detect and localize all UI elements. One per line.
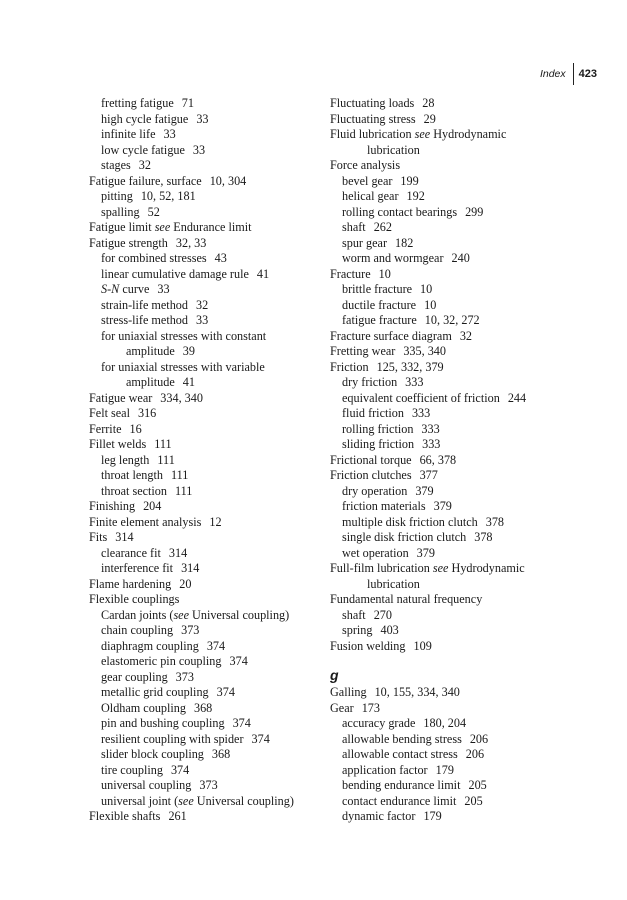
index-term: Fatigue wear [89,390,153,405]
index-term: strain-life method [101,297,188,312]
cross-reference-target: Hydrodynamic [433,127,507,141]
index-term: lubrication [367,576,420,591]
index-subentry [330,406,590,422]
page-references: 28 [422,96,435,110]
index-term: Fluctuating loads [330,96,415,110]
page-references: 20 [179,576,192,591]
page-references: 111 [154,437,172,451]
page-references: 314 [168,545,188,560]
page-references: 403 [380,623,399,637]
page-references: 373 [199,778,218,792]
cross-reference-target: Universal coupling) [196,793,294,808]
index-heading [89,577,329,593]
index-term: linear cumulative damage rule [101,266,249,281]
index-subentry [330,499,590,515]
index-subentry [330,778,590,794]
index-letter-heading: g [330,667,339,683]
page-references: 206 [465,747,485,761]
index-term: Cardan joints ( [101,607,174,622]
index-heading [330,685,590,701]
index-term: pitting [101,189,133,203]
index-heading [330,701,590,717]
index-subentry [89,205,329,221]
page-references: 314 [115,530,134,544]
index-subentry [89,189,329,205]
cross-reference-target: Hydrodynamic [451,561,525,575]
index-term: stress-life method [101,313,188,327]
index-heading [89,422,329,438]
page-references: 374 [251,731,270,746]
index-subentry [330,282,590,298]
page-references: 377 [419,468,438,482]
index-subentry [330,251,590,267]
index-subentry [330,732,590,748]
page-references: 32 [195,297,209,312]
index-term: for combined stresses [101,251,207,265]
index-subentry [89,267,329,283]
index-term: metallic grid coupling [101,685,209,699]
index-subentry [330,608,590,624]
index-subentry [89,608,329,624]
page-references: 33 [157,282,170,296]
index-heading [89,406,329,422]
index-term: fretting fatigue [101,96,174,110]
page-references: 10 [378,266,391,281]
index-term: multiple disk friction clutch [342,514,478,529]
index-term: elastomeric pin coupling [101,654,222,668]
index-subentry [89,375,329,391]
index-heading [89,236,329,252]
index-subentry [330,623,590,639]
index-term: amplitude [126,375,175,389]
page-references: 182 [395,235,414,250]
index-term: diaphragm coupling [101,638,199,653]
index-subentry [330,484,590,500]
index-term: leg length [101,452,150,467]
page-references: 244 [507,390,527,405]
index-column-left [89,96,329,825]
index-term: pin and bushing coupling [101,716,225,730]
page-references: 179 [435,762,454,777]
page-references: 333 [405,375,424,389]
page-references: 333 [411,406,431,420]
page-references: 379 [433,499,452,513]
index-heading [330,112,590,128]
index-subentry [89,623,329,639]
index-term: clearance fit [101,545,161,560]
index-term: single disk friction clutch [342,530,467,544]
index-term: tire coupling [101,762,163,777]
index-term: Fits [89,530,108,544]
index-term: universal coupling [101,778,192,792]
page-references: 205 [464,793,483,808]
index-heading [89,499,329,515]
cross-reference-target: Endurance limit [173,220,252,234]
page-references: 333 [422,437,441,451]
page-references: 10, 32, 272 [424,313,480,327]
index-subentry [330,530,590,546]
index-term: allowable contact stress [342,747,458,761]
index-subentry [89,546,329,562]
page-references: 199 [400,173,419,188]
page-references: 192 [406,189,425,203]
index-term: for uniaxial stresses with constant [101,328,267,343]
index-subentry [89,716,329,732]
index-term: chain coupling [101,623,174,637]
page-references: 374 [206,638,226,653]
index-heading [330,329,590,345]
index-term: Friction [330,359,369,374]
index-subentry [330,313,590,329]
page-references: 33 [192,142,206,157]
index-term: Fatigue limit [89,220,152,234]
index-term: rolling friction [342,421,414,436]
index-heading [330,127,590,143]
index-subentry [89,561,329,577]
cross-reference-target: Universal coupling) [192,607,290,622]
index-term: Force analysis [330,158,401,172]
index-subentry [89,313,329,329]
page-references: 111 [170,468,189,482]
index-term: Galling [330,685,367,699]
page-references: 261 [168,809,187,823]
index-term: universal joint ( [101,793,179,808]
page-references: 32, 33 [175,235,207,250]
index-term: Flexible shafts [89,809,161,823]
index-term: accuracy grade [342,716,416,730]
index-term: friction materials [342,499,426,513]
index-heading [330,453,590,469]
see-reference: see [173,607,189,622]
page-references: 41 [182,375,195,389]
page-references: 33 [196,313,209,327]
index-heading [330,639,590,655]
index-subentry [89,329,329,345]
index-term: Fillet welds [89,437,147,451]
index-term: Fluid lubrication [330,127,412,141]
index-term: brittle fracture [342,282,413,296]
page-references: 373 [175,669,194,684]
index-subentry [89,701,329,717]
index-heading [330,267,590,283]
index-term: throat section [101,483,167,498]
index-subentry [89,747,329,763]
page-references: 179 [423,809,442,823]
page-references: 10, 155, 334, 340 [374,685,460,699]
index-term: Flexible couplings [89,592,180,606]
index-subentry [330,515,590,531]
index-subentry [89,282,329,298]
index-subentry [330,298,590,314]
index-term: interference fit [101,561,174,575]
index-term: helical gear [342,189,399,203]
index-term: spring [342,623,373,637]
page-references: 12 [209,514,222,529]
page-references: 10, 52, 181 [140,189,196,203]
index-term: stages [101,158,131,172]
page-references: 316 [137,406,157,420]
index-heading [89,391,329,407]
page-references: 33 [196,111,209,126]
page-references: 333 [421,421,440,436]
index-term: Finite element analysis [89,514,202,529]
page-references: 374 [170,762,190,777]
page-references: 10 [424,297,437,312]
index-heading [330,561,590,577]
index-term: Fusion welding [330,638,406,653]
index-subentry [89,298,329,314]
page-references: 334, 340 [160,390,203,405]
index-term: wet operation [342,545,409,560]
index-subentry [330,375,590,391]
index-subentry [89,639,329,655]
index-subentry [330,747,590,763]
page-references: 240 [451,251,470,265]
index-term: infinite life [101,127,156,141]
page-references: 270 [373,607,392,622]
page-references: 111 [175,483,193,498]
index-term: fluid friction [342,406,404,420]
page-references: 299 [465,204,484,219]
see-reference: see [414,127,431,141]
index-term: Friction clutches [330,468,412,482]
page-references: 32 [138,158,151,172]
page-references: 66, 378 [419,452,457,467]
page-references: 41 [256,266,270,281]
index-term: Fatigue failure, surface [89,173,202,188]
index-subentry [89,453,329,469]
index-term: resilient coupling with spider [101,731,244,746]
index-subentry [330,794,590,810]
index-subentry [89,112,329,128]
index-subentry [89,468,329,484]
index-term: Oldham coupling [101,700,186,715]
index-subentry [89,484,329,500]
index-term: dry operation [342,483,408,498]
index-subentry [89,794,329,810]
page-references: 378 [474,530,493,544]
page-references: 109 [413,638,432,653]
index-subentry [89,763,329,779]
page-references: 29 [423,111,436,126]
page-references: 52 [147,204,160,219]
see-reference: see [178,793,194,808]
index-term: rolling contact bearings [342,204,458,219]
index-term: Ferrite [89,421,122,436]
index-term: ductile fracture [342,297,417,312]
index-heading [89,809,329,825]
index-heading [89,515,329,531]
page-references: 125, 332, 379 [376,359,444,374]
index-subentry [330,716,590,732]
page-references: 39 [182,344,195,358]
page-references: 180, 204 [423,716,467,730]
index-subentry [89,670,329,686]
index-term: slider block coupling [101,747,204,761]
index-term: dry friction [342,375,398,389]
index-term: sliding friction [342,437,415,451]
page-references: 111 [157,452,175,467]
header-divider [573,63,574,85]
page-references: 205 [468,778,487,792]
index-term: spur gear [342,235,388,250]
index-subentry [89,96,329,112]
index-subentry [330,809,590,825]
index-term: for uniaxial stresses with variable [101,359,265,374]
index-term: fatigue fracture [342,313,417,327]
index-subentry [330,189,590,205]
see-reference: see [154,220,171,234]
index-column-right [330,96,590,825]
index-heading [330,344,590,360]
index-term: Frictional torque [330,452,412,467]
page-references: 368 [211,747,231,761]
page-references: 378 [485,514,505,529]
index-term: bending endurance limit [342,778,461,792]
index-term: shaft [342,220,366,234]
page-references: 43 [214,251,227,265]
index-term: Fretting wear [330,344,396,358]
index-heading [89,530,329,546]
index-term: bevel gear [342,173,393,188]
page-number: 423 [578,68,597,80]
index-subentry [89,778,329,794]
page-references: 16 [129,421,142,436]
page-references: 204 [143,499,162,513]
page-references: 262 [373,220,392,234]
index-subentry [89,654,329,670]
page-references: 368 [193,700,213,715]
index-term: equivalent coefficient of friction [342,390,500,405]
page-references: 379 [415,483,434,498]
index-term: throat length [101,468,163,482]
index-term: allowable bending stress [342,731,462,746]
index-term: application factor [342,762,428,777]
index-subentry [89,685,329,701]
page-references: 379 [416,545,435,560]
page-references: 71 [181,96,194,110]
page-references: 314 [181,561,200,575]
index-term: Gear [330,700,354,715]
index-term: worm and wormgear [342,251,444,265]
page-references: 374 [232,716,251,730]
index-term: S-N [101,282,120,296]
index-term: dynamic factor [342,809,416,823]
page-references: 373 [181,623,200,637]
index-subentry [330,422,590,438]
index-subentry [330,763,590,779]
index-term: Felt seal [89,406,130,420]
index-term: Fracture surface diagram [330,328,452,343]
index-term: low cycle fatigue [101,142,185,157]
see-reference: see [432,561,449,575]
index-term: shaft [342,607,366,622]
index-subentry [330,391,590,407]
index-subentry [89,344,329,360]
index-subentry [89,360,329,376]
page-references: 374 [216,685,235,699]
index-heading [330,468,590,484]
index-heading [330,592,590,608]
index-term: high cycle fatigue [101,111,189,126]
index-term: Fundamental natural frequency [330,592,483,606]
running-header [540,63,597,85]
index-subentry [330,143,590,159]
index-heading [330,96,590,112]
page-references: 374 [229,654,248,668]
index-term: lubrication [367,142,420,157]
index-term: amplitude [126,344,175,358]
index-term: Full-film lubrication [330,561,430,575]
index-subentry [89,251,329,267]
index-heading [89,437,329,453]
index-subentry [330,437,590,453]
page-references: 32 [459,328,472,343]
index-subentry [89,158,329,174]
index-heading [330,158,590,174]
index-term: Fatigue strength [89,235,168,250]
page-references: 206 [469,731,489,746]
index-heading [89,592,329,608]
index-subentry [330,174,590,190]
index-heading [89,174,329,190]
index-term: contact endurance limit [342,793,457,808]
page-references: 10, 304 [209,173,247,188]
index-subentry [89,143,329,159]
page-references: 335, 340 [403,344,446,358]
index-term: Fracture [330,266,371,281]
index-term: Finishing [89,499,136,513]
index-subentry [89,127,329,143]
index-term: gear coupling [101,669,168,684]
index-term: spalling [101,204,140,219]
index-heading [89,220,329,236]
index-heading [330,360,590,376]
section-title: Index [539,68,566,80]
index-term: Fluctuating stress [330,111,416,126]
index-term: Flame hardening [89,576,172,591]
index-subentry [330,220,590,236]
index-subentry [330,205,590,221]
index-subentry [330,236,590,252]
index-subentry [330,546,590,562]
page-references: 10 [420,282,433,296]
index-term-rest: curve [119,282,150,296]
page-references: 173 [361,700,380,715]
page-references: 33 [163,127,176,141]
index-subentry [89,732,329,748]
index-subentry [330,577,590,593]
